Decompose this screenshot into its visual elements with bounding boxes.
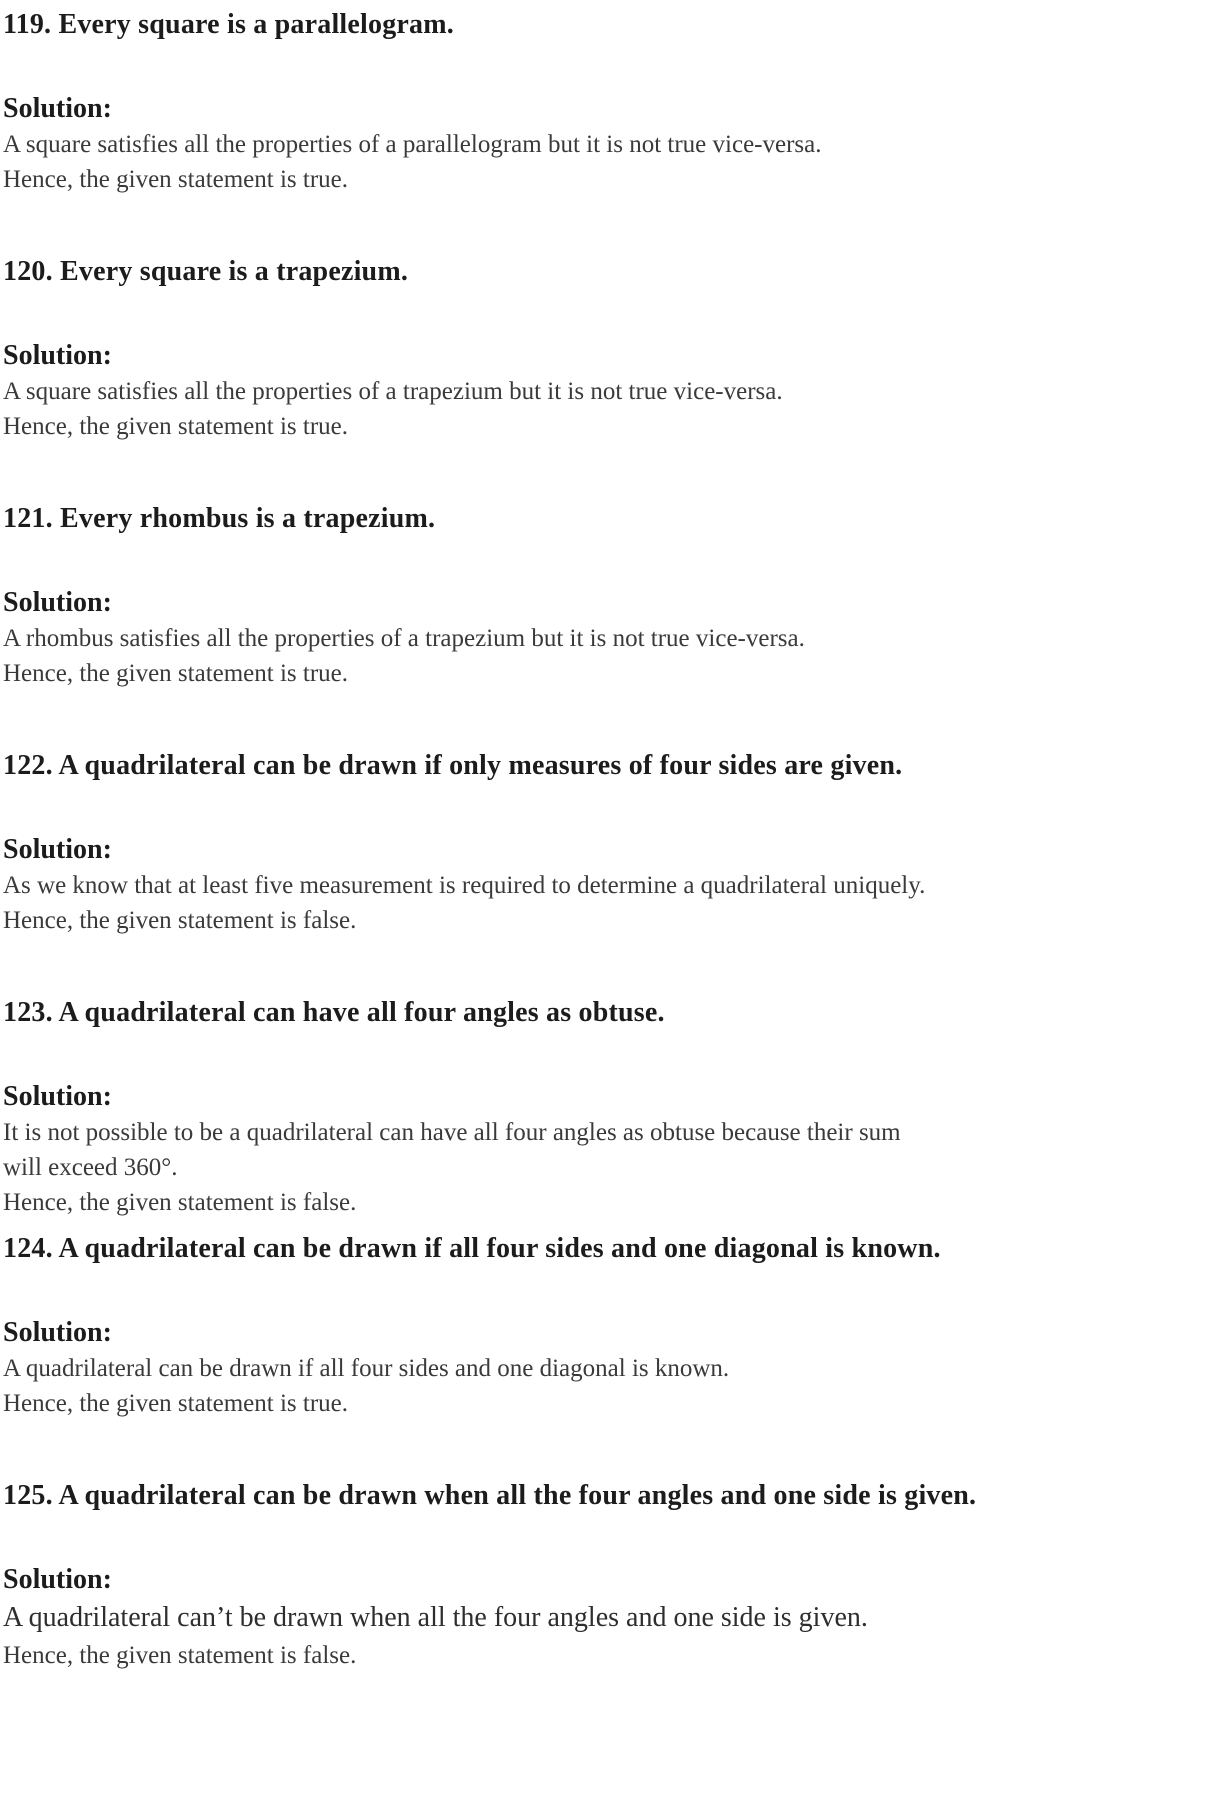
solution-line: Hence, the given statement is true.: [3, 1390, 349, 1417]
question-heading: 122. A quadrilateral can be drawn if only measures of four sides are given.: [3, 750, 903, 781]
solution-label: Solution:: [3, 93, 112, 124]
question-heading: 125. A quadrilateral can be drawn when all the four angles and one side is given.: [3, 1480, 977, 1511]
solution-label: Solution:: [3, 340, 112, 371]
solution-line: Hence, the given statement is false.: [3, 907, 357, 934]
solution-label: Solution:: [3, 834, 112, 865]
solution-line: Hence, the given statement is true.: [3, 413, 349, 440]
solution-line: will exceed 360°.: [3, 1154, 178, 1181]
solution-label: Solution:: [3, 1081, 112, 1112]
question-heading: 119. Every square is a parallelogram.: [3, 9, 454, 40]
problem-section-119: [3, 2, 1103, 197]
solution-line: Hence, the given statement is false.: [3, 1642, 357, 1669]
solution-line: A square satisfies all the properties of a parallelogram but it is not true vice-versa.: [3, 131, 822, 158]
problem-section-120: [3, 249, 1103, 444]
problem-section-122: [3, 743, 1103, 938]
problem-section-123: [3, 990, 1103, 1220]
problem-section-124: [3, 1226, 1103, 1421]
problem-section-121: [3, 496, 1103, 691]
solution-label: Solution:: [3, 1564, 112, 1595]
solution-label: Solution:: [3, 587, 112, 618]
question-heading: 120. Every square is a trapezium.: [3, 256, 409, 287]
solution-line: Hence, the given statement is true.: [3, 166, 349, 193]
solution-line: Hence, the given statement is false.: [3, 1189, 357, 1216]
solution-line: As we know that at least five measurement is required to determine a quadrilateral uniquely.: [3, 872, 926, 899]
solution-line: It is not possible to be a quadrilateral can have all four angles as obtuse because their sum: [3, 1119, 901, 1146]
problem-section-125: [3, 1473, 1103, 1673]
solution-line: A square satisfies all the properties of a trapezium but it is not true vice-versa.: [3, 378, 783, 405]
solution-label: Solution:: [3, 1317, 112, 1348]
solution-line: A quadrilateral can be drawn if all four sides and one diagonal is known.: [3, 1355, 730, 1382]
page-content: [3, 2, 1103, 1673]
question-heading: 124. A quadrilateral can be drawn if all four sides and one diagonal is known.: [3, 1233, 941, 1264]
question-heading: 121. Every rhombus is a trapezium.: [3, 503, 436, 534]
question-heading: 123. A quadrilateral can have all four angles as obtuse.: [3, 997, 665, 1028]
solution-line: A quadrilateral can’t be drawn when all the four angles and one side is given.: [3, 1602, 868, 1633]
solution-line: Hence, the given statement is true.: [3, 660, 349, 687]
solution-line: A rhombus satisfies all the properties of a trapezium but it is not true vice-versa.: [3, 625, 805, 652]
